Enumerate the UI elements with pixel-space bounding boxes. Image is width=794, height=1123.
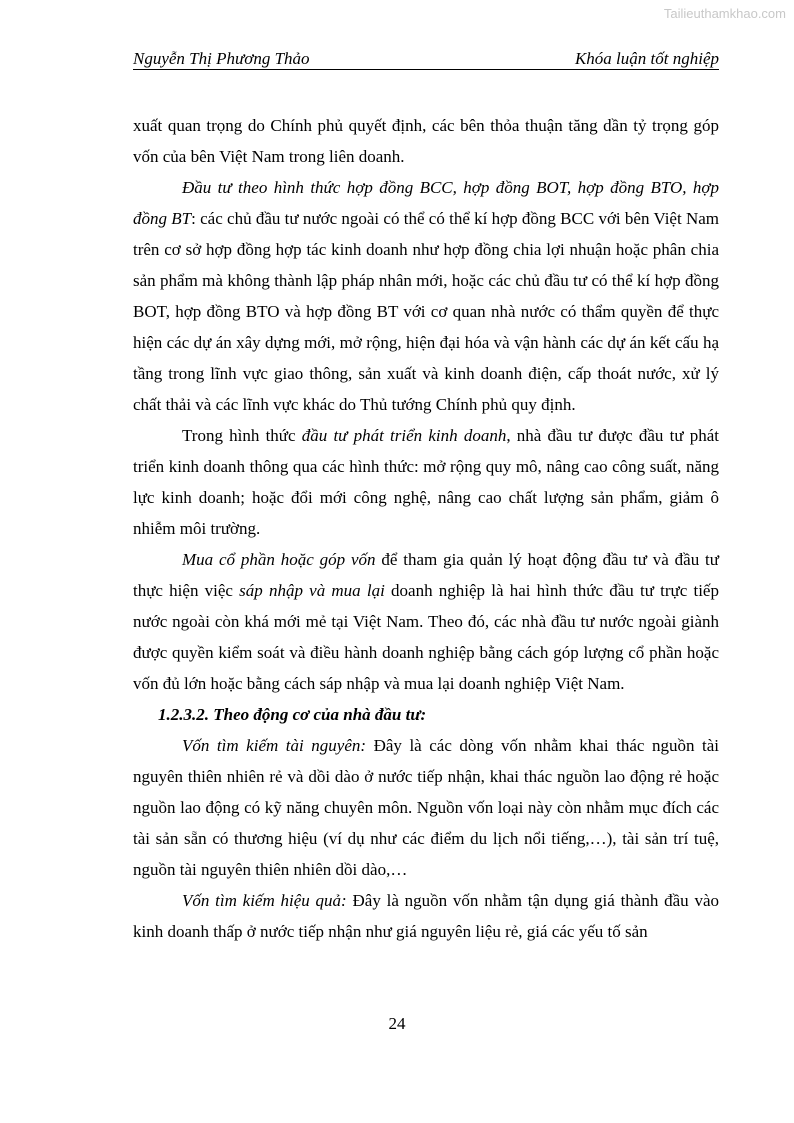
term-merger-acquisition: sáp nhập và mua lại [239,581,385,600]
paragraph-text: doanh nghiệp là hai hình thức đầu tư trực tiếp nước ngoài còn khá mới mẻ tại Việt Nam. Theo đó, các nhà đầu tư nước ngoài giành được quyền kiểm soát và điều hành doanh nghiệp bằng cách góp lượng cổ phần hoặc vốn đủ lớn hoặc bằng cách sáp nhập và mua lại doanh nghiệp Việt Nam. [133,581,719,693]
paragraph-text: để tham gia quản lý hoạt động đầu tư và đầu tư thực hiện việc [133,550,719,600]
paragraph-text: , nhà đầu tư được đầu tư phát triển kinh doanh thông qua các hình thức: mở rộng quy mô, nâng cao công suất, năng lực kinh doanh; hoặc đổi mới công nghệ, nâng cao chất lượng sản phẩm, giảm ô nhiễm môi trường. [133,426,719,538]
paragraph-contract-forms [133,172,719,420]
paragraph-efficiency-seeking [133,885,719,947]
page-body [133,110,719,947]
term-efficiency-seeking: Vốn tìm kiếm hiệu quả: [182,891,347,910]
watermark: Tailieuthamkhao.com [663,6,786,21]
page-number: 24 [388,1014,406,1033]
term-contract-forms: Đầu tư theo hình thức hợp đồng BCC, hợp đồng BOT, hợp đồng BTO, hợp đồng BT [133,178,719,228]
paragraph-business-development [133,420,719,544]
term-resource-seeking: Vốn tìm kiếm tài nguyên: [182,736,367,755]
term-business-development: đầu tư phát triển kinh doanh [301,426,507,445]
page-header [133,49,719,70]
paragraph-text: : các chủ đầu tư nước ngoài có thể có thể kí hợp đồng BCC với bên Việt Nam trên cơ sở hợp đồng hợp tác kinh doanh như hợp đồng chia lợi nhuận hoặc phân chia sản phẩm mà không thành lập pháp nhân mới, hoặc các chủ đầu tư có thể kí hợp đồng BOT, hợp đồng BTO và hợp đồng BT với cơ quan nhà nước có thẩm quyền để thực hiện các dự án xây dựng mới, mở rộng, hiện đại hóa và vận hành các dự án kết cấu hạ tầng trong lĩnh vực giao thông, sản xuất và kinh doanh điện, cấp thoát nước, xử lý chất thải và các lĩnh vực khác do Thủ tướng Chính phủ quy định. [133,209,720,414]
paragraph-text: Đây là các dòng vốn nhằm khai thác nguồn tài nguyên thiên nhiên rẻ và dồi dào ở nước tiếp nhận, khai thác nguồn lao động rẻ hoặc nguồn lao động có kỹ năng chuyên môn. Nguồn vốn loại này còn nhằm mục đích các tài sản sẵn có thương hiệu (ví dụ như các điểm du lịch nổi tiếng,…), tài sản trí tuệ, nguồn tài nguyên thiên nhiên dồi dào,… [133,736,719,879]
paragraph-resource-seeking [133,730,719,885]
header-doc-type: Khóa luận tốt nghiệp [574,49,719,68]
term-share-purchase: Mua cổ phần hoặc góp vốn [182,550,376,569]
paragraph-text: Đây là nguồn vốn nhằm tận dụng giá thành đầu vào kinh doanh thấp ở nước tiếp nhận như giá nguyên liệu rẻ, giá các yếu tố sản [133,891,719,941]
header-author: Nguyễn Thị Phương Thảo [133,49,310,68]
paragraph-share-purchase [133,544,719,699]
section-heading: 1.2.3.2. Theo động cơ của nhà đầu tư: [158,705,427,724]
paragraph-continuation: xuất quan trọng do Chính phủ quyết định, các bên thỏa thuận tăng dần tỷ trọng góp vốn của bên Việt Nam trong liên doanh. [133,116,719,166]
paragraph-text: Trong hình thức [182,426,302,445]
